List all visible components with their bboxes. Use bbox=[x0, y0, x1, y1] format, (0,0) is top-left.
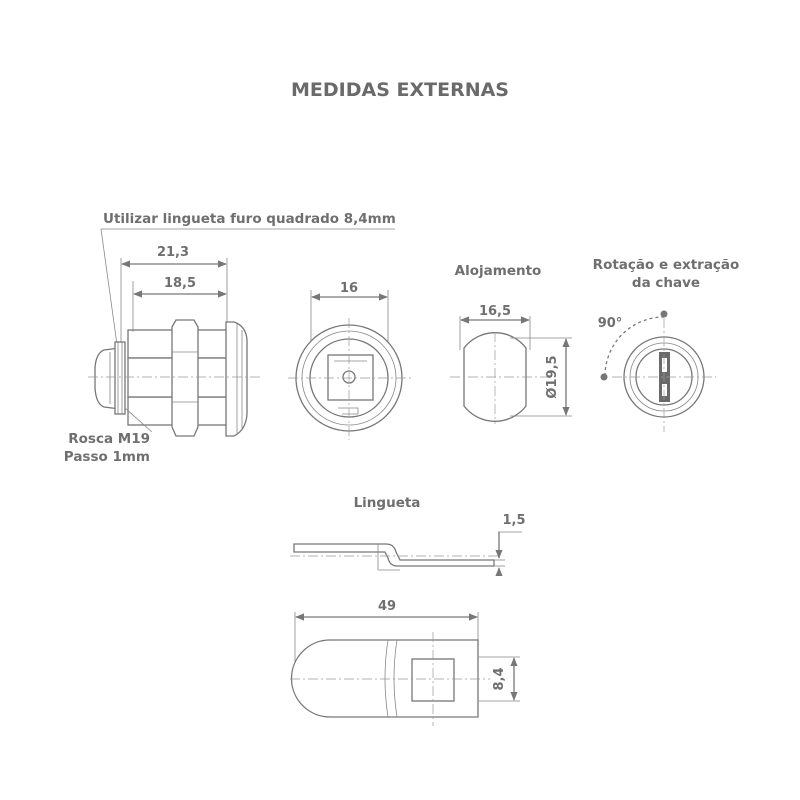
thread-spec-line2: Passo 1mm bbox=[63, 449, 150, 465]
dim-housing-diameter: Ø19,5 bbox=[545, 355, 560, 399]
rotation-view bbox=[593, 257, 740, 432]
rotation-label-line2: da chave bbox=[631, 275, 701, 291]
dim-housing-width: 16,5 bbox=[478, 304, 512, 319]
side-view bbox=[64, 211, 396, 465]
tongue-label: Lingueta bbox=[353, 495, 421, 511]
front-view bbox=[288, 281, 412, 440]
housing-view bbox=[450, 263, 572, 424]
rotation-angle: 90° bbox=[597, 316, 623, 331]
tongue-side-view bbox=[290, 495, 526, 576]
dim-tongue-hole: 8,4 bbox=[492, 667, 507, 691]
dim-tongue-length: 49 bbox=[377, 599, 397, 614]
thread-spec-line1: Rosca M19 bbox=[68, 431, 150, 447]
note-tongue-hole: Utilizar lingueta furo quadrado 8,4mm bbox=[103, 211, 396, 227]
dim-body-length: 18,5 bbox=[163, 276, 197, 291]
dim-total-length: 21,3 bbox=[156, 245, 190, 260]
housing-label: Alojamento bbox=[454, 263, 542, 279]
rotation-label-line1: Rotação e extração bbox=[592, 257, 740, 273]
page-title: MEDIDAS EXTERNAS bbox=[291, 79, 509, 101]
dim-tongue-thickness: 1,5 bbox=[502, 513, 526, 528]
dim-front-width: 16 bbox=[339, 281, 359, 296]
tongue-top-view bbox=[290, 599, 520, 726]
